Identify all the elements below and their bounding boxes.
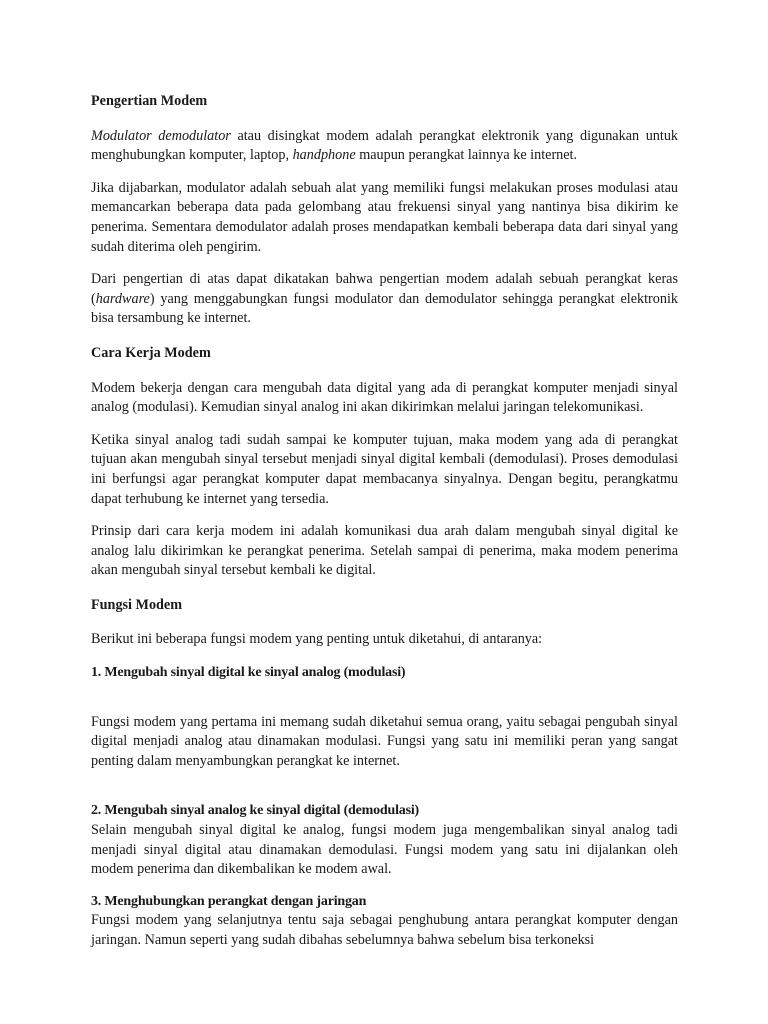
italic-hardware: hardware (95, 290, 150, 307)
paragraph-fungsi-intro: Berikut ini beberapa fungsi modem yang penting untuk diketahui, di antaranya: (91, 631, 543, 648)
document-page (91, 92, 678, 951)
heading-fungsi-modem: Fungsi Modem (91, 596, 183, 613)
paragraph-cara-kerja-3: Prinsip dari cara kerja modem ini adalah komunikasi dua arah dalam mengubah sinyal digital ke analog lalu dikirimkan ke perangkat penerima. Setelah sampai di penerima, maka modem penerima akan mengubah sinyal tersebut kembali ke digital. (91, 523, 678, 579)
paragraph-pengertian-1: Modulator demodulator atau disingkat modem adalah perangkat elektronik yang digunakan untuk menghubungkan komputer, laptop, handphone maupun perangkat lainnya ke internet. (91, 127, 679, 164)
paragraph-cara-kerja-2: Ketika sinyal analog tadi sudah sampai ke komputer tujuan, maka modem yang ada di perangkat tujuan akan mengubah sinyal tersebut menjadi sinyal digital kembali (demodulasi). Proses demodulasi ini berfungsi agar perangkat komputer dapat membacanya sinyalnya. Dengan begitu, perangkatmu dapat terhubung ke internet yang tersedia. (91, 431, 678, 507)
heading-pengertian-modem: Pengertian Modem (91, 93, 208, 109)
subheading-fungsi-3: 3. Menghubungkan perangkat dengan jaringan (91, 893, 367, 909)
paragraph-pengertian-2: Jika dijabarkan, modulator adalah sebuah alat yang memiliki fungsi melakukan proses modulasi atau memancarkan beberapa data pada gelombang atau frekuensi sinyal yang nantinya bisa dikirim ke penerima. Sementara demodulator adalah proses mendapatkan kembali beberapa data dari sinyal yang sudah diterima oleh pengirim. (91, 179, 678, 255)
heading-cara-kerja-modem: Cara Kerja Modem (91, 344, 211, 361)
italic-handphone: handphone (292, 147, 356, 164)
paragraph-pengertian-3: Dari pengertian di atas dapat dikatakan bahwa pengertian modem adalah sebuah perangkat keras (hardware) yang menggabungkan fungsi modulator dan demodulator sehingga perangkat elektronik bisa tersambung ke internet. (91, 271, 678, 327)
paragraph-fungsi-1: Fungsi modem yang pertama ini memang sudah diketahui semua orang, yaitu sebagai pengubah sinyal digital menjadi analog atau dinamakan modulasi. Fungsi yang satu ini memiliki peran yang sangat penting dalam menyambungkan perangkat ke internet. (91, 713, 678, 769)
subheading-fungsi-2: 2. Mengubah sinyal analog ke sinyal digital (demodulasi) (91, 803, 419, 819)
paragraph-cara-kerja-1: Modem bekerja dengan cara mengubah data digital yang ada di perangkat komputer menjadi sinyal analog (modulasi). Kemudian sinyal analog ini akan dikirimkan melalui jaringan telekomunikasi. (91, 379, 678, 416)
paragraph-fungsi-2: Selain mengubah sinyal digital ke analog, fungsi modem juga mengembalikan sinyal analog tadi menjadi sinyal digital atau dinamakan demodulasi. Fungsi modem yang satu ini dijalankan oleh modem penerima dan dikembalikan ke modem awal. (91, 822, 678, 878)
subheading-fungsi-1: 1. Mengubah sinyal digital ke sinyal analog (modulasi) (91, 665, 406, 681)
italic-modulator-demodulator: Modulator demodulator (91, 127, 231, 144)
paragraph-fungsi-3: Fungsi modem yang selanjutnya tentu saja sebagai penghubung antara perangkat komputer dengan jaringan. Namun seperti yang sudah dibahas sebelumnya bahwa sebelum bisa terkoneksi (91, 912, 678, 948)
